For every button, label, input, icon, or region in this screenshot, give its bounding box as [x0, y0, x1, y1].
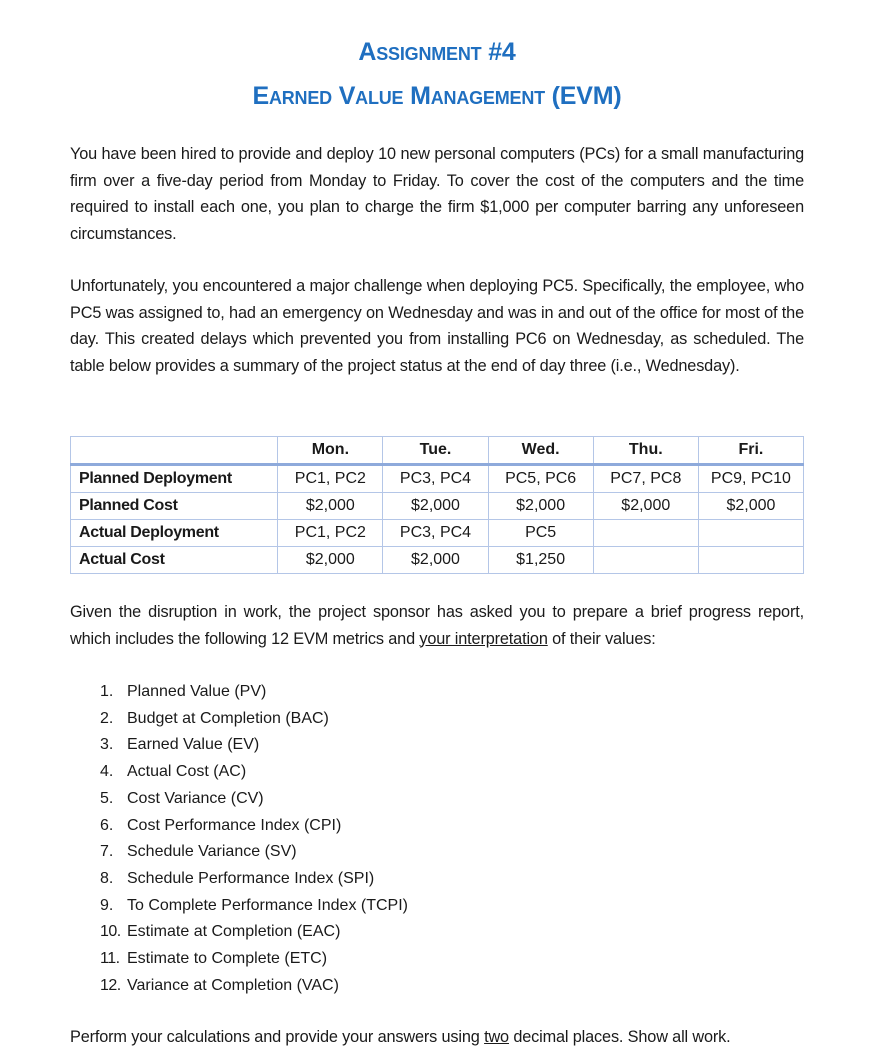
- closing-text-end: decimal places. Show all work.: [508, 1028, 731, 1046]
- table-row-planned-deployment: [71, 465, 804, 493]
- table-cell: PC1, PC2: [278, 465, 383, 493]
- table-cell: PC5, PC6: [488, 465, 593, 493]
- table-row-planned-cost: [71, 493, 804, 520]
- table-header-mon: Mon.: [278, 437, 383, 465]
- list-item: [100, 786, 408, 813]
- metric-label: Variance at Completion (VAC): [127, 976, 339, 994]
- list-item: [100, 759, 408, 786]
- closing-instruction: [70, 1024, 804, 1051]
- row-label: Actual Cost: [71, 547, 278, 574]
- table-cell: PC9, PC10: [698, 465, 803, 493]
- table-row-actual-deployment: [71, 520, 804, 547]
- list-number: 9.: [100, 896, 114, 914]
- table-header-thu: Thu.: [593, 437, 698, 465]
- table-header-cell: [71, 437, 278, 465]
- table-cell: PC7, PC8: [593, 465, 698, 493]
- metric-label: Planned Value (PV): [127, 683, 267, 700]
- metric-label: Cost Variance (CV): [127, 789, 264, 807]
- table-cell: $2,000: [698, 493, 803, 520]
- request-text-end: of their values:: [547, 629, 656, 648]
- metric-label: Estimate to Complete (ETC): [127, 950, 328, 968]
- list-number: 3.: [100, 736, 114, 754]
- list-number: 5.: [100, 789, 114, 807]
- row-label: Planned Deployment: [71, 465, 278, 493]
- list-item: [100, 813, 408, 840]
- table-header-wed: Wed.: [488, 437, 593, 465]
- list-item: [100, 839, 408, 866]
- table-cell: [698, 520, 803, 547]
- metric-label: Budget at Completion (BAC): [127, 709, 329, 727]
- table-cell: $2,000: [383, 493, 488, 520]
- list-number: 12.: [100, 976, 121, 994]
- table-header-fri: Fri.: [698, 437, 803, 465]
- table-cell: $1,250: [488, 547, 593, 574]
- metric-label: Earned Value (EV): [127, 736, 260, 754]
- list-number: 4.: [100, 763, 114, 781]
- table-cell: $2,000: [593, 493, 698, 520]
- table-cell: PC1, PC2: [278, 520, 383, 547]
- metric-label: Estimate at Completion (EAC): [127, 923, 341, 941]
- project-status-table: [70, 436, 804, 574]
- closing-text: Perform your calculations and provide your answers using: [70, 1028, 485, 1046]
- table-header-row: [71, 437, 804, 465]
- list-item: [100, 919, 408, 946]
- assignment-subtitle: Earned Value Management (EVM): [252, 82, 622, 110]
- list-number: 7.: [100, 843, 114, 861]
- list-number: 11.: [100, 950, 120, 968]
- request-text: Given the disruption in work, the project sponsor has asked you to prepare a brief progress report, which includes the following 12 EVM metrics and: [70, 603, 804, 648]
- list-item: [100, 866, 408, 893]
- two-emphasis: two: [484, 1028, 509, 1046]
- list-number: 6.: [100, 816, 114, 834]
- list-item: [100, 732, 408, 759]
- list-number: 10.: [100, 923, 121, 941]
- table-header-tue: Tue.: [383, 437, 488, 465]
- list-item: [100, 946, 408, 973]
- table-cell: PC3, PC4: [383, 520, 488, 547]
- table-row-actual-cost: [71, 547, 804, 574]
- metric-label: Cost Performance Index (CPI): [127, 816, 342, 834]
- interpretation-emphasis: your interpretation: [419, 629, 548, 648]
- list-item: [100, 973, 408, 1000]
- list-number: 2.: [100, 709, 114, 727]
- table-cell: [698, 547, 803, 574]
- evm-metrics-list: [100, 679, 408, 999]
- metric-label: To Complete Performance Index (TCPI): [127, 896, 408, 914]
- table-cell: $2,000: [278, 493, 383, 520]
- list-item: [100, 679, 408, 706]
- list-number: 8.: [100, 869, 114, 887]
- assignment-title: Assignment #4: [358, 38, 516, 66]
- list-number: 1.: [100, 683, 114, 700]
- table-cell: $2,000: [278, 547, 383, 574]
- metric-label: Schedule Performance Index (SPI): [127, 869, 375, 887]
- table-cell: [593, 520, 698, 547]
- challenge-paragraph: Unfortunately, you encountered a major challenge when deploying PC5. Specifically, the employee, who PC5 was assigned to, had an emergency on Wednesday and was in and out of the office for most of the day. This created delays which prevented you from installing PC6 on Wednesday, as scheduled. The table below provides a summary of the project status at the end of day three (i.e., Wednesday).: [70, 277, 804, 375]
- metric-label: Schedule Variance (SV): [127, 843, 297, 861]
- metric-label: Actual Cost (AC): [127, 763, 247, 781]
- intro-paragraph: You have been hired to provide and deploy 10 new personal computers (PCs) for a small manufacturing firm over a five-day period from Monday to Friday. To cover the cost of the computers and the time required to install each one, you plan to charge the firm $1,000 per computer barring any unforeseen circumstances.: [70, 145, 804, 243]
- request-paragraph: [70, 599, 804, 652]
- row-label: Actual Deployment: [71, 520, 278, 547]
- table-cell: PC3, PC4: [383, 465, 488, 493]
- table-cell: $2,000: [383, 547, 488, 574]
- row-label: Planned Cost: [71, 493, 278, 520]
- list-item: [100, 706, 408, 733]
- table-cell: PC5: [488, 520, 593, 547]
- table-cell: $2,000: [488, 493, 593, 520]
- list-item: [100, 893, 408, 920]
- table-cell: [593, 547, 698, 574]
